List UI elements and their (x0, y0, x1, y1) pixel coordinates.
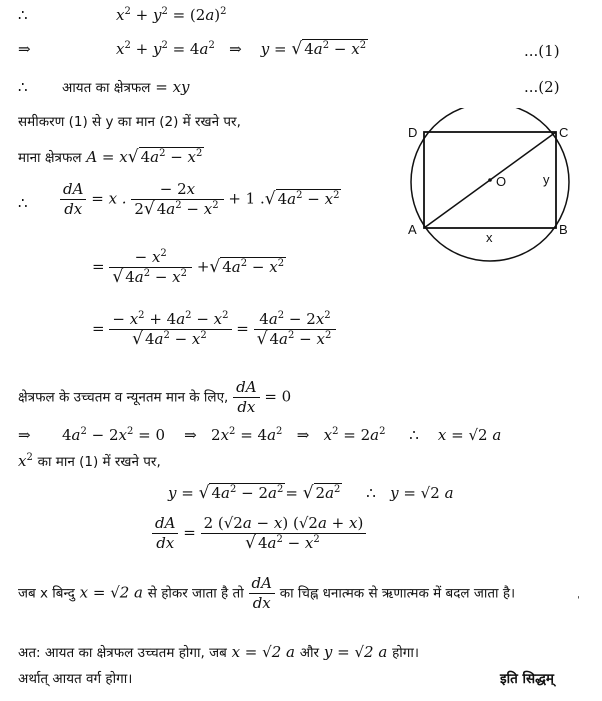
figure (398, 108, 602, 268)
sign-change-pre: जब x बिन्दु (18, 585, 75, 602)
eq2-label: ...(2) (524, 78, 560, 96)
conclusion-post: होगा। (392, 645, 419, 661)
implies-symbol: ⇒ (18, 426, 31, 444)
conclusion-and: और (299, 645, 320, 661)
implies-symbol: ⇒ (18, 40, 31, 58)
line-2 (18, 40, 31, 58)
y-value-eq: y = √ $4a^2 - 2a^2$ = √ $2a^2$ ∴ y = √2 a (168, 483, 454, 503)
therefore-symbol: ∴ (18, 6, 28, 24)
qed: इति सिद्धम् (500, 671, 555, 687)
sign-change-post: का चिह्न धनात्मक से ऋणात्मक में बदल जाता है। (279, 585, 516, 602)
tick-mark: ˈ (577, 596, 580, 607)
line-1 (18, 6, 28, 24)
derivative-step-2: = $\frac{- x^2}{√ 4a^2 - x^2}$ +√ $4a^2 - x^2$ (92, 248, 285, 287)
square-text: अर्थात् आयत वर्ग होगा। (18, 671, 133, 687)
conclusion-pre: अत: आयत का क्षेत्रफल उच्चतम होगा, जब (18, 645, 227, 661)
derivative-factored: $\frac{dA}{dx}$ = $\frac{2 (√2a - x) (√2a + x)}{√ 4a^2 - x^2}$ (152, 514, 366, 553)
substitute-text: समीकरण (1) से y का मान (2) में रखने पर, (18, 114, 241, 130)
extrema-text: क्षेत्रफल के उच्चतम व न्यूनतम मान के लिए, (18, 389, 229, 406)
let-area-text: माना क्षेत्रफल (18, 150, 82, 166)
critical-point-eq: $4a^2 - 2x^2 = 0$ ⇒ $2x^2 = 4a^2$ ⇒ $x^2 = 2a^2$ ∴ x = √2 a (62, 426, 502, 444)
label-B: B (559, 222, 568, 237)
therefore-symbol: ∴ (18, 78, 28, 96)
label-C: C (559, 125, 569, 140)
label-x: x (486, 230, 493, 245)
area-text: आयत का क्षेत्रफल (62, 80, 151, 96)
sign-change-mid: से होकर जाता है तो (147, 585, 244, 602)
derivative-step-3: = $\frac{- x^2 + 4a^2 - x^2}{√ 4a^2 - x^2}$ = $\frac{4a^2 - 2x^2}{√ 4a^2 - x^2}$ (92, 310, 336, 349)
label-D: D (408, 125, 418, 140)
equation-circle: $x^2 + y^2 = (2a)^2$ (116, 6, 227, 24)
label-A: A (408, 222, 417, 237)
center-point (488, 178, 492, 182)
label-y: y (543, 172, 550, 187)
derivative-eq: $\frac{dA}{dx}$ = x . $\frac{- 2x}{2√ 4a^2 - x^2}$ + 1 .√ $4a^2 - x^2$ (60, 180, 341, 219)
label-O: O (496, 174, 507, 189)
therefore-symbol: ∴ (18, 194, 28, 212)
equation-y-value: $x^2 + y^2 = 4a^2$ ⇒ y = √ $4a^2 - x^2$ (116, 39, 367, 59)
x2-value-text: का मान (1) में रखने पर, (37, 454, 161, 470)
eq1-label: ...(1) (524, 42, 560, 60)
